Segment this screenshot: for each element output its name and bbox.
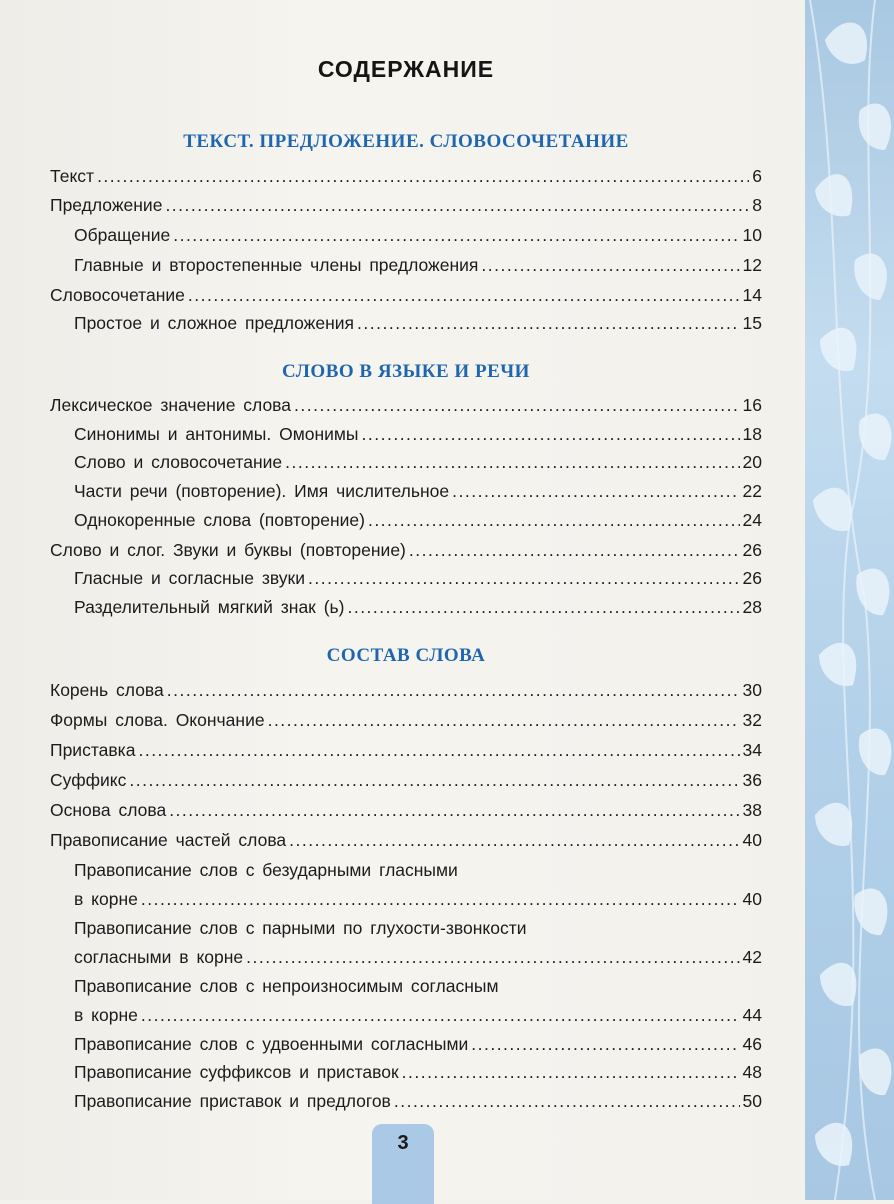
toc-entry[interactable] [50,192,762,218]
leader-dots [167,677,740,703]
toc-entry-page: 6 [752,166,762,186]
toc-entry-page: 48 [742,1062,762,1082]
toc-entry-label: Обращение [74,225,171,245]
leader-dots [294,392,740,418]
leader-dots [347,594,739,620]
leader-dots [165,192,749,218]
leader-dots [394,1088,740,1114]
toc-entry-label: Слово и слог. Звуки и буквы (повторение) [50,540,406,560]
toc-entry[interactable] [50,222,762,248]
toc-entry[interactable] [50,478,762,504]
page-title: СОДЕРЖАНИЕ [317,56,495,82]
toc-entry[interactable] [50,1002,762,1028]
table-of-contents [50,0,762,1200]
toc-entry-label: Разделительный мягкий знак (ь) [74,597,345,617]
toc-entry-page: 36 [742,770,762,790]
leader-dots [289,827,739,853]
toc-entry-label: Правописание суффиксов и приставок [74,1062,399,1082]
toc-entry-page: 12 [742,255,762,275]
toc-entry-label: Слово и словосочетание [74,452,283,472]
section-heading: СОСТАВ СЛОВА [326,645,486,666]
toc-entry-page: 40 [742,830,762,850]
toc-entry-label: в корне [74,889,138,909]
toc-entry-label: Корень слова [50,680,164,700]
leader-dots [169,797,739,823]
leader-dots [97,163,749,189]
toc-entry[interactable] [50,282,762,308]
leader-dots [188,282,740,308]
toc-entry-page: 32 [742,710,762,730]
toc-entry-page: 26 [742,568,762,588]
toc-entry-page: 28 [742,597,762,617]
toc-entry-page: 30 [742,680,762,700]
leader-dots [368,507,740,533]
toc-entry[interactable] [50,767,762,793]
toc-entry-page: 18 [742,424,762,444]
toc-entry[interactable] [50,310,762,336]
leader-dots [362,421,740,447]
page-number: 3 [372,1124,434,1204]
toc-entry-page: 15 [742,313,762,333]
toc-entry-page: 24 [742,510,762,530]
toc-entry-page: 10 [742,225,762,245]
toc-entry-label: Приставка [50,740,136,760]
leader-dots [308,565,740,591]
toc-entry-page: 38 [742,800,762,820]
toc-entry-label: Лексическое значение слова [50,395,292,415]
toc-entry[interactable] [50,163,762,189]
toc-entry[interactable] [50,594,762,620]
leader-dots [481,252,739,278]
toc-entry-label-line1: Правописание слов с безударными гласными [74,860,458,880]
leader-dots [452,478,739,504]
leader-dots [471,1031,739,1057]
toc-entry-page: 8 [752,195,762,215]
toc-entry[interactable] [50,797,762,823]
leader-dots [141,1002,740,1028]
toc-entry-page: 46 [742,1034,762,1054]
toc-entry[interactable] [50,421,762,447]
leader-dots [357,310,739,336]
toc-entry-label: в корне [74,1005,138,1025]
toc-entry-label: Однокоренные слова (повторение) [74,510,365,530]
toc-entry[interactable] [50,827,762,853]
section-heading: СЛОВО В ЯЗЫКЕ И РЕЧИ [282,361,530,382]
toc-entry-label: Правописание частей слова [50,830,287,850]
toc-entry[interactable] [50,565,762,591]
toc-entry-label: Предложение [50,195,163,215]
section-heading: ТЕКСТ. ПРЕДЛОЖЕНИЕ. СЛОВОСОЧЕТАНИЕ [183,131,629,152]
toc-entry-page: 22 [742,481,762,501]
leader-dots [129,767,739,793]
toc-entry[interactable] [50,1031,762,1057]
toc-entry-page: 40 [742,889,762,909]
leader-dots [173,222,739,248]
toc-entry[interactable] [50,677,762,703]
toc-entry-page: 20 [742,452,762,472]
toc-entry-label: Синонимы и антонимы. Омонимы [74,424,359,444]
toc-entry-label: Правописание слов с удвоенными согласными [74,1034,469,1054]
toc-entry-label-line1: Правописание слов с парными по глухости-звонкости [74,918,527,938]
toc-entry[interactable] [50,449,762,475]
toc-entry-label-line1: Правописание слов с непроизносимым согласным [74,976,499,996]
toc-entry-label: Простое и сложное предложения [74,313,355,333]
toc-entry[interactable] [50,1088,762,1114]
toc-entry-page: 16 [742,395,762,415]
toc-entry[interactable] [50,392,762,418]
toc-entry-label: Главные и второстепенные члены предложения [74,255,479,275]
leader-dots [141,886,740,912]
toc-entry-label: Части речи (повторение). Имя числительное [74,481,450,501]
leader-dots [285,449,739,475]
toc-entry-label: Основа слова [50,800,167,820]
leader-dots [402,1059,740,1085]
toc-entry-label: Правописание приставок и предлогов [74,1091,391,1111]
leader-dots [409,537,740,563]
toc-entry-label: Суффикс [50,770,127,790]
toc-entry[interactable] [50,537,762,563]
decorative-leaf-border [805,0,894,1200]
toc-entry[interactable] [50,737,762,763]
leader-dots [246,944,739,970]
toc-entry[interactable] [50,944,762,970]
leaf-pattern-icon [805,0,894,1200]
toc-entry-page: 50 [742,1091,762,1111]
leader-dots [138,737,739,763]
toc-entry[interactable] [50,707,762,733]
toc-entry-label: Текст [50,166,95,186]
toc-entry[interactable] [50,886,762,912]
toc-entry-label: Словосочетание [50,285,185,305]
toc-entry-label: Формы слова. Окончание [50,710,265,730]
toc-entry-page: 26 [742,540,762,560]
leader-dots [268,707,740,733]
toc-entry-page: 44 [742,1005,762,1025]
toc-entry-page: 34 [742,740,762,760]
toc-entry[interactable] [50,507,762,533]
toc-entry-page: 14 [742,285,762,305]
toc-entry-page: 42 [742,947,762,967]
toc-entry-label: Гласные и согласные звуки [74,568,305,588]
toc-entry-label: согласными в корне [74,947,244,967]
toc-entry[interactable] [50,252,762,278]
toc-entry[interactable] [50,1059,762,1085]
